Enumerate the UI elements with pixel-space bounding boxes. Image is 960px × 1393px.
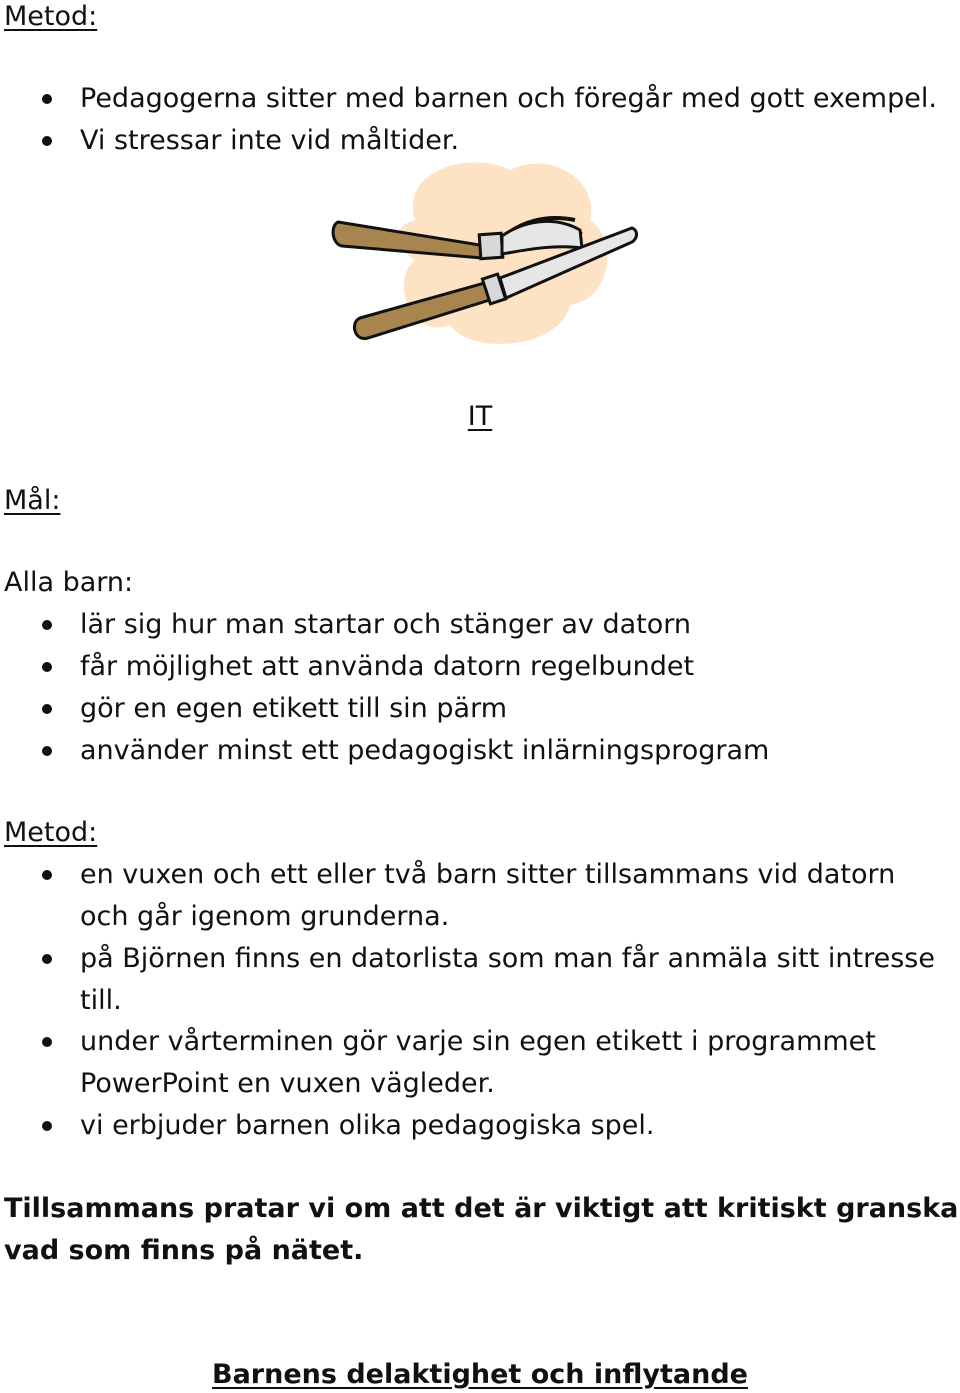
- list-item: Vi stressar inte vid måltider.: [80, 125, 460, 156]
- bullet-icon: [42, 1121, 52, 1131]
- list-item-continuation: till.: [80, 985, 122, 1016]
- list-item: använder minst ett pedagogiskt inlärningsprogram: [80, 735, 770, 766]
- goal-heading: Mål:: [4, 485, 61, 516]
- list-item: gör en egen etikett till sin pärm: [80, 693, 507, 724]
- note-line: Tillsammans pratar vi om att det är viktigt att kritiskt granska: [4, 1193, 959, 1224]
- bullet-icon: [42, 704, 52, 714]
- list-item-continuation: PowerPoint en vuxen vägleder.: [80, 1068, 495, 1099]
- note-line: vad som finns på nätet.: [4, 1235, 364, 1266]
- bullet-icon: [42, 662, 52, 672]
- list-item: under vårterminen gör varje sin egen etikett i programmet: [80, 1026, 876, 1057]
- list-item: lär sig hur man startar och stänger av datorn: [80, 609, 692, 640]
- bullet-icon: [42, 136, 52, 146]
- bullet-icon: [42, 746, 52, 756]
- next-section-title: Barnens delaktighet och inflytande: [212, 1359, 748, 1390]
- list-item: får möjlighet att använda datorn regelbundet: [80, 651, 695, 682]
- list-item-continuation: och går igenom grunderna.: [80, 901, 450, 932]
- list-item: på Björnen finns en datorlista som man får anmäla sitt intresse: [80, 943, 935, 974]
- bullet-icon: [42, 870, 52, 880]
- list-item: vi erbjuder barnen olika pedagogiska spel.: [80, 1110, 655, 1141]
- method-heading-1: Metod:: [4, 1, 98, 32]
- list-item: Pedagogerna sitter med barnen och föregår med gott exempel.: [80, 83, 937, 114]
- all-children-label: Alla barn:: [4, 567, 134, 598]
- bullet-icon: [42, 620, 52, 630]
- fork-and-knife-illustration: [320, 150, 650, 360]
- bullet-icon: [42, 1037, 52, 1047]
- list-item: en vuxen och ett eller två barn sitter tillsammans vid datorn: [80, 859, 896, 890]
- bullet-icon: [42, 94, 52, 104]
- method-heading-2: Metod:: [4, 817, 98, 848]
- bullet-icon: [42, 954, 52, 964]
- it-title: IT: [467, 401, 493, 432]
